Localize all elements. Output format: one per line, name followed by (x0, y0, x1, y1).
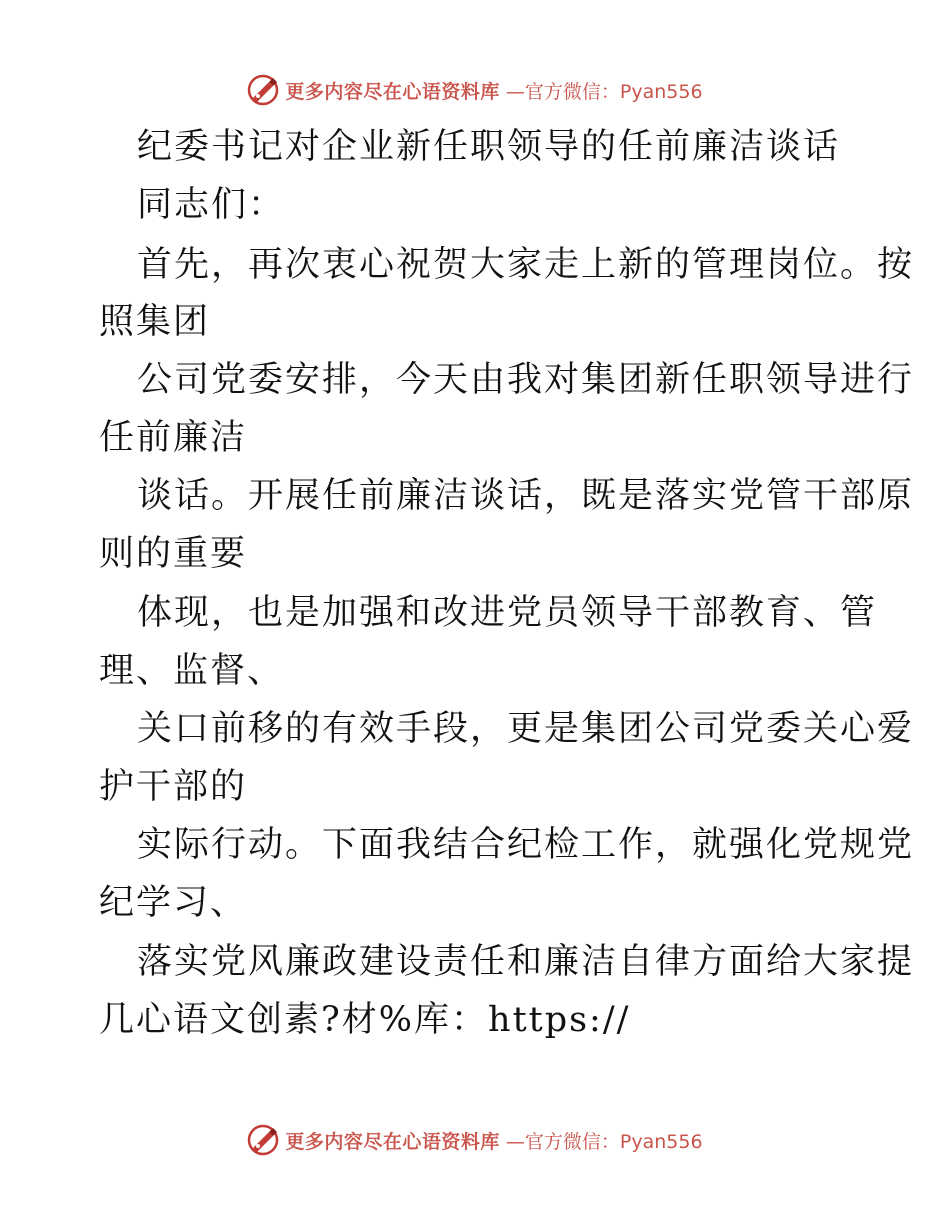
paragraph-line: 理、监督、 (99, 651, 285, 691)
paragraph-line: 首先，再次衷心祝贺大家走上新的管理岗位。按 (137, 245, 915, 285)
paragraph-line: 纪学习、 (99, 883, 248, 923)
paragraph-line: 谈话。开展任前廉洁谈话，既是落实党管干部原 (137, 476, 915, 516)
banner-wechat-text: —官方微信：Pyan556 (505, 80, 703, 103)
paragraph-line: 体现，也是加强和改进党员领导干部教育、管 (137, 593, 878, 633)
document-title: 纪委书记对企业新任职领导的任前廉洁谈话 (137, 127, 841, 167)
document-salutation: 同志们： (137, 185, 286, 225)
paragraph-line: 关口前移的有效手段，更是集团公司党委关心爱 (137, 709, 915, 749)
paragraph-line: 任前廉洁 (99, 418, 248, 458)
paragraph-line: 则的重要 (99, 534, 248, 574)
pen-logo-icon (247, 74, 279, 106)
paragraph-line: 落实党风廉政建设责任和廉洁自律方面给大家提 (137, 942, 915, 982)
paragraph-line: 公司党委安排，今天由我对集团新任职领导进行 (137, 360, 915, 400)
pen-logo-icon (247, 1124, 279, 1156)
paragraph-line: 实际行动。下面我结合纪检工作，就强化党规党 (137, 825, 915, 865)
paragraph-line: 护干部的 (99, 767, 248, 807)
banner-brand-text: 更多内容尽在心语资料库 (285, 80, 500, 103)
header-banner (0, 70, 950, 110)
paragraph-line: 照集团 (99, 302, 211, 342)
banner-wechat-text: —官方微信：Pyan556 (505, 1130, 703, 1153)
banner-brand-text: 更多内容尽在心语资料库 (285, 1130, 500, 1153)
paragraph-line: 几心语文创素?材%库：https:// (99, 1000, 631, 1040)
footer-banner (0, 1120, 950, 1160)
